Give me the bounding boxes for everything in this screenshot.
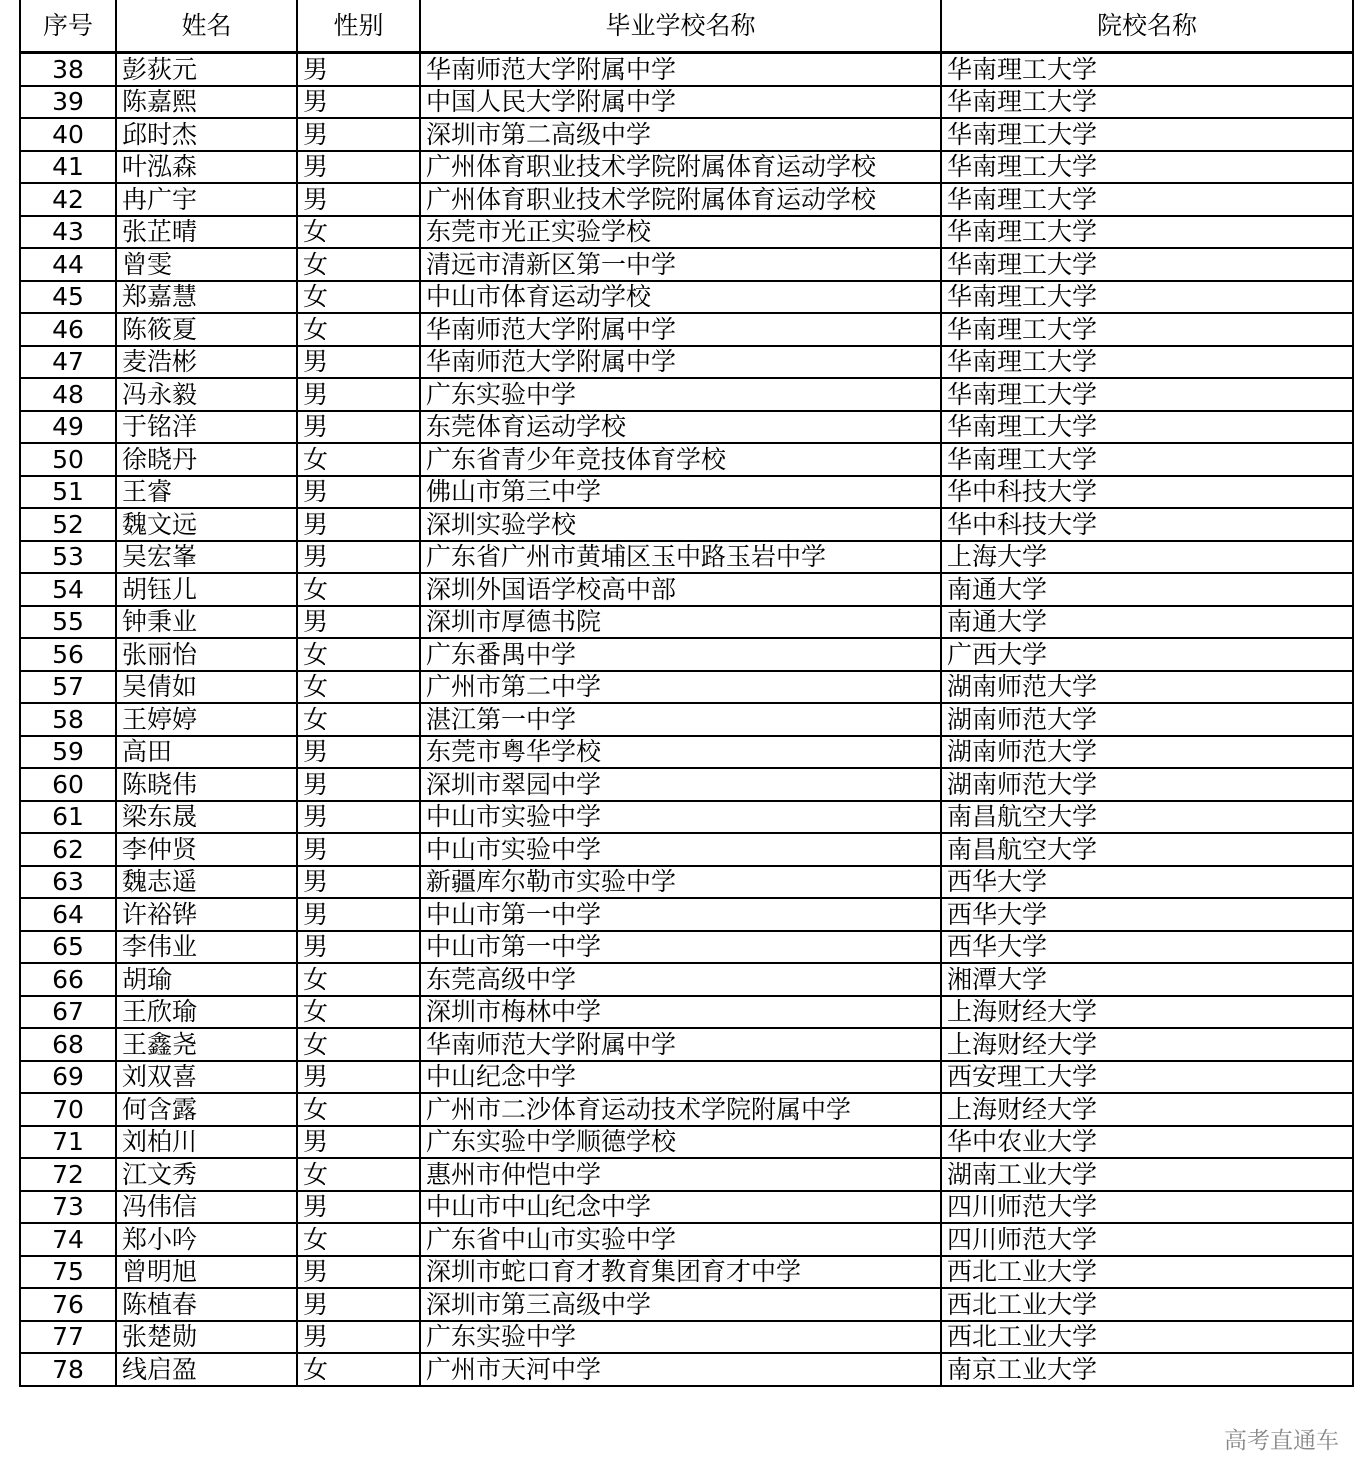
cell-name: 何含露: [116, 1093, 297, 1126]
cell-graduate-school: 东莞市光正实验学校: [420, 216, 941, 249]
cell-gender: 男: [297, 801, 420, 834]
header-row: [20, 0, 1353, 53]
cell-graduate-school: 广东实验中学: [420, 1321, 941, 1354]
cell-graduate-school: 华南师范大学附属中学: [420, 1028, 941, 1061]
cell-university: 西华大学: [941, 931, 1353, 964]
table-row: [20, 411, 1353, 444]
cell-index: 44: [20, 248, 116, 281]
cell-graduate-school: 佛山市第三中学: [420, 476, 941, 509]
cell-name: 刘双喜: [116, 1061, 297, 1094]
cell-university: 南通大学: [941, 573, 1353, 606]
cell-index: 40: [20, 118, 116, 151]
cell-graduate-school: 广东省广州市黄埔区玉中路玉岩中学: [420, 541, 941, 574]
cell-index: 62: [20, 833, 116, 866]
cell-university: 华南理工大学: [941, 411, 1353, 444]
cell-university: 华南理工大学: [941, 281, 1353, 314]
cell-index: 68: [20, 1028, 116, 1061]
cell-index: 69: [20, 1061, 116, 1094]
table-row: [20, 996, 1353, 1029]
cell-name: 叶泓森: [116, 151, 297, 184]
cell-graduate-school: 中山市实验中学: [420, 833, 941, 866]
cell-gender: 男: [297, 736, 420, 769]
table-row: [20, 1093, 1353, 1126]
cell-name: 徐晓丹: [116, 443, 297, 476]
cell-university: 华南理工大学: [941, 151, 1353, 184]
cell-gender: 女: [297, 281, 420, 314]
table-row: [20, 216, 1353, 249]
cell-gender: 女: [297, 1353, 420, 1386]
cell-gender: 男: [297, 411, 420, 444]
cell-index: 41: [20, 151, 116, 184]
cell-gender: 女: [297, 443, 420, 476]
cell-index: 73: [20, 1191, 116, 1224]
cell-university: 湖南师范大学: [941, 703, 1353, 736]
cell-gender: 男: [297, 1288, 420, 1321]
cell-graduate-school: 广州市天河中学: [420, 1353, 941, 1386]
cell-index: 63: [20, 866, 116, 899]
table-row: [20, 281, 1353, 314]
cell-university: 西华大学: [941, 898, 1353, 931]
cell-name: 张芷晴: [116, 216, 297, 249]
cell-name: 郑小吟: [116, 1223, 297, 1256]
table-row: [20, 346, 1353, 379]
table-body: [20, 53, 1353, 1386]
cell-graduate-school: 中山市中山纪念中学: [420, 1191, 941, 1224]
cell-name: 魏志遥: [116, 866, 297, 899]
cell-index: 54: [20, 573, 116, 606]
table-row: [20, 1028, 1353, 1061]
cell-name: 李仲贤: [116, 833, 297, 866]
table-row: [20, 1353, 1353, 1386]
cell-university: 上海大学: [941, 541, 1353, 574]
cell-university: 华南理工大学: [941, 53, 1353, 86]
watermark: 高考直通车: [1224, 1428, 1339, 1454]
cell-graduate-school: 新疆库尔勒市实验中学: [420, 866, 941, 899]
table-row: [20, 866, 1353, 899]
cell-gender: 女: [297, 573, 420, 606]
cell-index: 55: [20, 606, 116, 639]
cell-name: 冯永毅: [116, 378, 297, 411]
table-row: [20, 736, 1353, 769]
cell-gender: 男: [297, 53, 420, 86]
cell-gender: 男: [297, 378, 420, 411]
cell-gender: 男: [297, 508, 420, 541]
table-row: [20, 573, 1353, 606]
cell-graduate-school: 华南师范大学附属中学: [420, 313, 941, 346]
cell-graduate-school: 广东番禺中学: [420, 638, 941, 671]
cell-gender: 男: [297, 86, 420, 119]
cell-name: 冯伟信: [116, 1191, 297, 1224]
cell-gender: 男: [297, 183, 420, 216]
cell-graduate-school: 深圳市梅林中学: [420, 996, 941, 1029]
cell-university: 华南理工大学: [941, 313, 1353, 346]
cell-index: 38: [20, 53, 116, 86]
cell-graduate-school: 深圳市第二高级中学: [420, 118, 941, 151]
table-row: [20, 671, 1353, 704]
cell-index: 66: [20, 963, 116, 996]
table-row: [20, 541, 1353, 574]
cell-index: 53: [20, 541, 116, 574]
cell-gender: 男: [297, 118, 420, 151]
cell-university: 华南理工大学: [941, 86, 1353, 119]
cell-name: 江文秀: [116, 1158, 297, 1191]
table-row: [20, 703, 1353, 736]
cell-index: 58: [20, 703, 116, 736]
cell-university: 南昌航空大学: [941, 801, 1353, 834]
cell-graduate-school: 东莞市粤华学校: [420, 736, 941, 769]
cell-gender: 女: [297, 1028, 420, 1061]
cell-graduate-school: 中山市第一中学: [420, 898, 941, 931]
cell-university: 华南理工大学: [941, 118, 1353, 151]
cell-name: 许裕铧: [116, 898, 297, 931]
cell-university: 湘潭大学: [941, 963, 1353, 996]
cell-graduate-school: 深圳市蛇口育才教育集团育才中学: [420, 1256, 941, 1289]
cell-gender: 男: [297, 866, 420, 899]
cell-university: 华南理工大学: [941, 183, 1353, 216]
table-row: [20, 606, 1353, 639]
cell-graduate-school: 广州体育职业技术学院附属体育运动学校: [420, 183, 941, 216]
cell-index: 47: [20, 346, 116, 379]
cell-index: 71: [20, 1126, 116, 1159]
cell-gender: 女: [297, 963, 420, 996]
cell-graduate-school: 广州体育职业技术学院附属体育运动学校: [420, 151, 941, 184]
cell-name: 彭荻元: [116, 53, 297, 86]
table-row: [20, 443, 1353, 476]
cell-gender: 女: [297, 313, 420, 346]
cell-university: 华中科技大学: [941, 476, 1353, 509]
admission-table: [19, 0, 1354, 1387]
table-row: [20, 1321, 1353, 1354]
cell-gender: 男: [297, 151, 420, 184]
cell-university: 西北工业大学: [941, 1288, 1353, 1321]
table-row: [20, 313, 1353, 346]
cell-university: 西北工业大学: [941, 1256, 1353, 1289]
table-row: [20, 476, 1353, 509]
cell-index: 42: [20, 183, 116, 216]
cell-university: 南通大学: [941, 606, 1353, 639]
cell-university: 西华大学: [941, 866, 1353, 899]
cell-name: 冉广宇: [116, 183, 297, 216]
cell-graduate-school: 惠州市仲恺中学: [420, 1158, 941, 1191]
cell-university: 湖南师范大学: [941, 768, 1353, 801]
cell-university: 华南理工大学: [941, 443, 1353, 476]
cell-index: 57: [20, 671, 116, 704]
cell-index: 74: [20, 1223, 116, 1256]
cell-name: 胡瑜: [116, 963, 297, 996]
cell-name: 梁东晟: [116, 801, 297, 834]
header-graduate-school: 毕业学校名称: [420, 0, 941, 53]
table-row: [20, 118, 1353, 151]
cell-index: 48: [20, 378, 116, 411]
header-gender: 性别: [297, 0, 420, 53]
cell-index: 67: [20, 996, 116, 1029]
cell-name: 魏文远: [116, 508, 297, 541]
cell-graduate-school: 清远市清新区第一中学: [420, 248, 941, 281]
cell-index: 78: [20, 1353, 116, 1386]
cell-graduate-school: 华南师范大学附属中学: [420, 346, 941, 379]
cell-index: 46: [20, 313, 116, 346]
cell-index: 75: [20, 1256, 116, 1289]
cell-gender: 男: [297, 1321, 420, 1354]
table-row: [20, 963, 1353, 996]
cell-graduate-school: 深圳市厚德书院: [420, 606, 941, 639]
header-index: 序号: [20, 0, 116, 53]
table-row: [20, 1061, 1353, 1094]
table-row: [20, 1126, 1353, 1159]
cell-name: 吴倩如: [116, 671, 297, 704]
cell-index: 65: [20, 931, 116, 964]
cell-university: 西北工业大学: [941, 1321, 1353, 1354]
cell-index: 50: [20, 443, 116, 476]
table-row: [20, 898, 1353, 931]
cell-name: 刘柏川: [116, 1126, 297, 1159]
table-row: [20, 1256, 1353, 1289]
cell-index: 60: [20, 768, 116, 801]
cell-gender: 女: [297, 671, 420, 704]
cell-gender: 男: [297, 1061, 420, 1094]
table-row: [20, 1158, 1353, 1191]
cell-university: 华南理工大学: [941, 346, 1353, 379]
cell-university: 华中科技大学: [941, 508, 1353, 541]
cell-university: 湖南工业大学: [941, 1158, 1353, 1191]
cell-gender: 女: [297, 248, 420, 281]
cell-gender: 男: [297, 606, 420, 639]
table-row: [20, 151, 1353, 184]
cell-gender: 女: [297, 638, 420, 671]
cell-graduate-school: 广东省中山市实验中学: [420, 1223, 941, 1256]
cell-name: 王婷婷: [116, 703, 297, 736]
cell-name: 曾雯: [116, 248, 297, 281]
table-row: [20, 1288, 1353, 1321]
cell-graduate-school: 广东省青少年竞技体育学校: [420, 443, 941, 476]
cell-index: 70: [20, 1093, 116, 1126]
cell-university: 上海财经大学: [941, 1093, 1353, 1126]
cell-name: 线启盈: [116, 1353, 297, 1386]
cell-name: 于铭洋: [116, 411, 297, 444]
cell-index: 77: [20, 1321, 116, 1354]
header-name: 姓名: [116, 0, 297, 53]
cell-gender: 女: [297, 1158, 420, 1191]
table-row: [20, 638, 1353, 671]
cell-university: 广西大学: [941, 638, 1353, 671]
cell-graduate-school: 深圳市第三高级中学: [420, 1288, 941, 1321]
table-row: [20, 378, 1353, 411]
cell-university: 南京工业大学: [941, 1353, 1353, 1386]
cell-name: 陈植春: [116, 1288, 297, 1321]
cell-university: 华南理工大学: [941, 216, 1353, 249]
cell-university: 湖南师范大学: [941, 671, 1353, 704]
cell-index: 61: [20, 801, 116, 834]
cell-index: 45: [20, 281, 116, 314]
table-row: [20, 86, 1353, 119]
cell-name: 麦浩彬: [116, 346, 297, 379]
cell-index: 59: [20, 736, 116, 769]
cell-university: 西安理工大学: [941, 1061, 1353, 1094]
cell-index: 49: [20, 411, 116, 444]
cell-gender: 男: [297, 768, 420, 801]
cell-graduate-school: 广东实验中学: [420, 378, 941, 411]
cell-graduate-school: 深圳外国语学校高中部: [420, 573, 941, 606]
cell-graduate-school: 华南师范大学附属中学: [420, 53, 941, 86]
cell-gender: 男: [297, 833, 420, 866]
table-row: [20, 768, 1353, 801]
cell-university: 华南理工大学: [941, 378, 1353, 411]
cell-university: 上海财经大学: [941, 996, 1353, 1029]
cell-name: 王鑫尧: [116, 1028, 297, 1061]
cell-university: 南昌航空大学: [941, 833, 1353, 866]
cell-graduate-school: 深圳实验学校: [420, 508, 941, 541]
cell-name: 吴宏峯: [116, 541, 297, 574]
cell-index: 39: [20, 86, 116, 119]
table-row: [20, 248, 1353, 281]
cell-gender: 女: [297, 1093, 420, 1126]
cell-university: 华南理工大学: [941, 248, 1353, 281]
table-row: [20, 508, 1353, 541]
cell-gender: 女: [297, 703, 420, 736]
cell-graduate-school: 东莞高级中学: [420, 963, 941, 996]
table-row: [20, 833, 1353, 866]
table-row: [20, 931, 1353, 964]
cell-gender: 男: [297, 476, 420, 509]
cell-gender: 男: [297, 931, 420, 964]
cell-name: 张楚勋: [116, 1321, 297, 1354]
cell-graduate-school: 中山纪念中学: [420, 1061, 941, 1094]
cell-graduate-school: 广州市第二中学: [420, 671, 941, 704]
cell-gender: 女: [297, 1223, 420, 1256]
cell-gender: 男: [297, 346, 420, 379]
cell-graduate-school: 中山市实验中学: [420, 801, 941, 834]
cell-index: 51: [20, 476, 116, 509]
cell-graduate-school: 广州市二沙体育运动技术学院附属中学: [420, 1093, 941, 1126]
cell-name: 李伟业: [116, 931, 297, 964]
cell-graduate-school: 深圳市翠园中学: [420, 768, 941, 801]
cell-name: 钟秉业: [116, 606, 297, 639]
cell-graduate-school: 中山市体育运动学校: [420, 281, 941, 314]
cell-gender: 男: [297, 1191, 420, 1224]
table-row: [20, 1191, 1353, 1224]
table-row: [20, 801, 1353, 834]
cell-university: 四川师范大学: [941, 1223, 1353, 1256]
cell-gender: 男: [297, 541, 420, 574]
table-row: [20, 53, 1353, 86]
cell-gender: 女: [297, 996, 420, 1029]
table-row: [20, 183, 1353, 216]
cell-university: 上海财经大学: [941, 1028, 1353, 1061]
cell-university: 湖南师范大学: [941, 736, 1353, 769]
header-university: 院校名称: [941, 0, 1353, 53]
cell-gender: 男: [297, 1256, 420, 1289]
cell-name: 曾明旭: [116, 1256, 297, 1289]
cell-graduate-school: 东莞体育运动学校: [420, 411, 941, 444]
cell-index: 76: [20, 1288, 116, 1321]
cell-graduate-school: 湛江第一中学: [420, 703, 941, 736]
table-row: [20, 1223, 1353, 1256]
cell-graduate-school: 中山市第一中学: [420, 931, 941, 964]
cell-name: 陈筱夏: [116, 313, 297, 346]
cell-gender: 男: [297, 1126, 420, 1159]
cell-name: 高田: [116, 736, 297, 769]
cell-graduate-school: 广东实验中学顺德学校: [420, 1126, 941, 1159]
cell-gender: 男: [297, 898, 420, 931]
cell-index: 56: [20, 638, 116, 671]
cell-university: 四川师范大学: [941, 1191, 1353, 1224]
cell-university: 华中农业大学: [941, 1126, 1353, 1159]
cell-name: 郑嘉慧: [116, 281, 297, 314]
cell-name: 王欣瑜: [116, 996, 297, 1029]
cell-gender: 女: [297, 216, 420, 249]
cell-name: 陈晓伟: [116, 768, 297, 801]
cell-index: 52: [20, 508, 116, 541]
cell-name: 胡钰儿: [116, 573, 297, 606]
cell-index: 64: [20, 898, 116, 931]
cell-name: 张丽怡: [116, 638, 297, 671]
cell-index: 43: [20, 216, 116, 249]
cell-name: 陈嘉熙: [116, 86, 297, 119]
cell-name: 王睿: [116, 476, 297, 509]
cell-index: 72: [20, 1158, 116, 1191]
cell-name: 邱时杰: [116, 118, 297, 151]
cell-graduate-school: 中国人民大学附属中学: [420, 86, 941, 119]
